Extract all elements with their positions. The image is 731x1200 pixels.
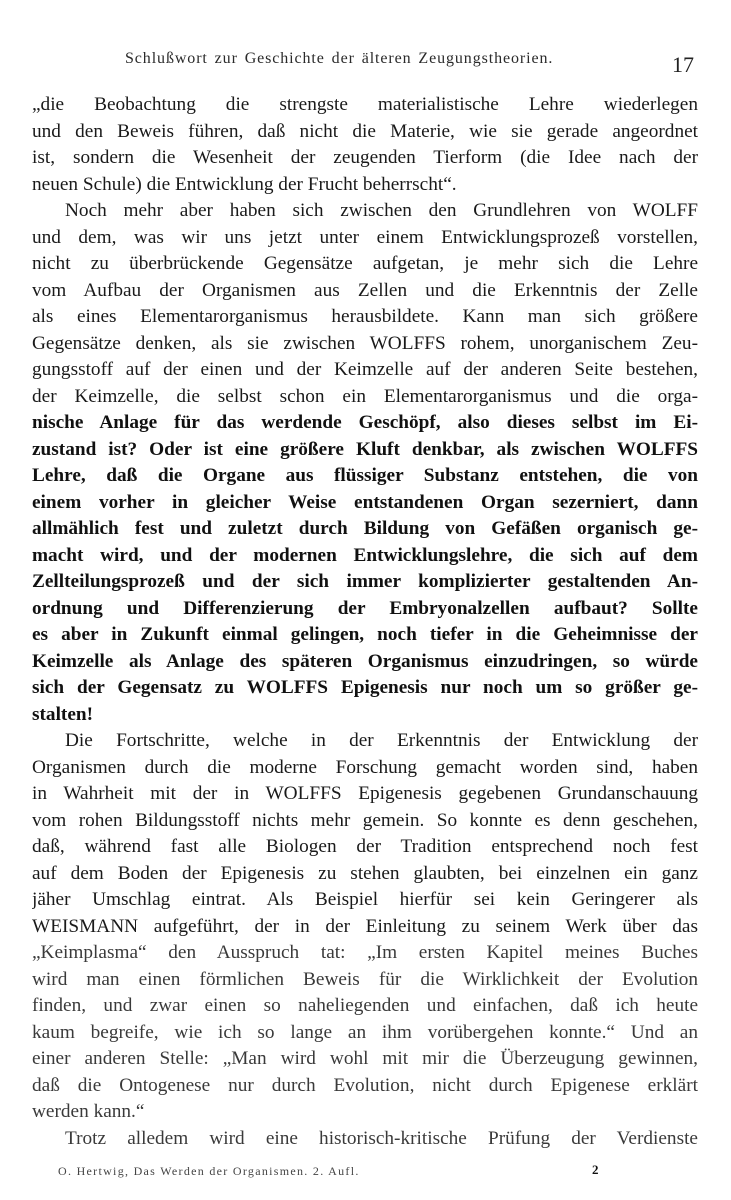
text-line: in Wahrheit mit der in WOLFFS Epigenesis gegebenen Grundanschauung [32,783,698,804]
text-line: Organismen durch die moderne Forschung gemacht worden sind, haben [32,756,698,778]
text-line: sich der Gegensatz zu WOLFFS Epigenesis nur noch um so größer ge- [32,677,698,698]
text-line: Keimzelle als Anlage des späteren Organismus einzudringen, so würde [32,650,698,672]
text-line: kaum begreife, wie ich so lange an ihm vorübergehen konnte.“ Und an [32,1021,698,1043]
text-line: einem vorher in gleicher Weise entstandenen Organ sezerniert, dann [32,491,698,513]
text-line: Die Fortschritte, welche in der Erkenntnis der Entwicklung der [65,730,698,751]
running-title: Schlußwort zur Geschichte der älteren Zeugungstheorien. [125,50,554,67]
text-line: stalten! [32,703,94,725]
text-line: neuen Schule) die Entwicklung der Frucht beherrscht“. [32,173,457,195]
text-line: wird man einen förmlichen Beweis für die Wirklichkeit der Evolution [32,968,698,990]
text-line: vom rohen Bildungsstoff nichts mehr gemein. So konnte es denn geschehen, [32,809,698,831]
text-line: und dem, was wir uns jetzt unter einem Entwicklungsprozeß vorstellen, [32,226,698,248]
text-line: Trotz alledem wird eine historisch-kritische Prüfung der Verdienste [65,1127,698,1149]
body-text [32,92,698,1152]
text-line: jäher Umschlag eintrat. Als Beispiel hierfür sei kein Geringerer als [32,889,698,910]
text-line: „die Beobachtung die strengste materialistische Lehre wiederlegen [32,94,698,115]
text-line: und den Beweis führen, daß nicht die Materie, wie sie gerade angeordnet [32,120,698,142]
text-line: daß, während fast alle Biologen der Tradition entsprechend noch fest [32,836,698,857]
text-line: Noch mehr aber haben sich zwischen den Grundlehren von WOLFF [65,200,698,221]
text-line: als eines Elementarorganismus herausbildete. Kann man sich größere [32,306,698,327]
running-head [0,50,731,77]
text-line: daß die Ontogenese nur durch Evolution, nicht durch Epigenese erklärt [32,1074,698,1096]
text-line: finden, und zwar einen so naheliegenden und einfachen, daß ich heute [32,995,698,1016]
footer-reference: O. Hertwig, Das Werden der Organismen. 2. Aufl. [58,1164,360,1178]
text-line: WEISMANN aufgeführt, der in der Einleitung zu seinem Werk über das [32,915,698,937]
text-line: allmählich fest und zuletzt durch Bildung von Gefäßen organisch ge- [32,518,698,539]
text-line: ist, sondern die Wesenheit der zeugenden Tierform (die Idee nach der [32,147,698,168]
text-line: ordnung und Differenzierung der Embryonalzellen aufbaut? Sollte [32,597,698,619]
text-line: Zellteilungsprozeß und der sich immer komplizierter gestaltenden An- [32,571,698,592]
text-line: nicht zu überbrückende Gegensätze aufgetan, je mehr sich die Lehre [32,253,698,274]
page-number: 17 [672,52,694,77]
text-line: nische Anlage für das werdende Geschöpf, also dieses selbst im Ei- [32,412,698,433]
text-line: einer anderen Stelle: „Man wird wohl mit mir die Überzeugung gewinnen, [32,1048,698,1069]
text-line: macht wird, und der modernen Entwicklungslehre, die sich auf dem [32,544,698,566]
signature-mark: 2 [592,1162,599,1177]
text-line: Lehre, daß die Organe aus flüssiger Substanz entstehen, die von [32,465,698,486]
text-line: zustand ist? Oder ist eine größere Kluft denkbar, als zwischen WOLFFS [32,438,698,460]
text-line: „Keimplasma“ den Ausspruch tat: „Im ersten Kapitel meines Buches [32,942,698,963]
text-line: es aber in Zukunft einmal gelingen, noch tiefer in die Geheimnisse der [32,624,698,645]
footer [0,1164,731,1186]
text-line: werden kann.“ [32,1101,145,1122]
text-line: gungsstoff auf der einen und der Keimzelle auf der anderen Seite bestehen, [32,359,698,380]
text-line: der Keimzelle, die selbst schon ein Elementarorganismus und die orga- [32,385,698,407]
text-line: vom Aufbau der Organismen aus Zellen und die Erkenntnis der Zelle [32,279,698,301]
text-line: auf dem Boden der Epigenesis zu stehen glaubten, bei einzelnen ein ganz [32,862,698,884]
text-line: Gegensätze denken, als sie zwischen WOLFFS rohem, unorganischem Zeu- [32,332,698,354]
